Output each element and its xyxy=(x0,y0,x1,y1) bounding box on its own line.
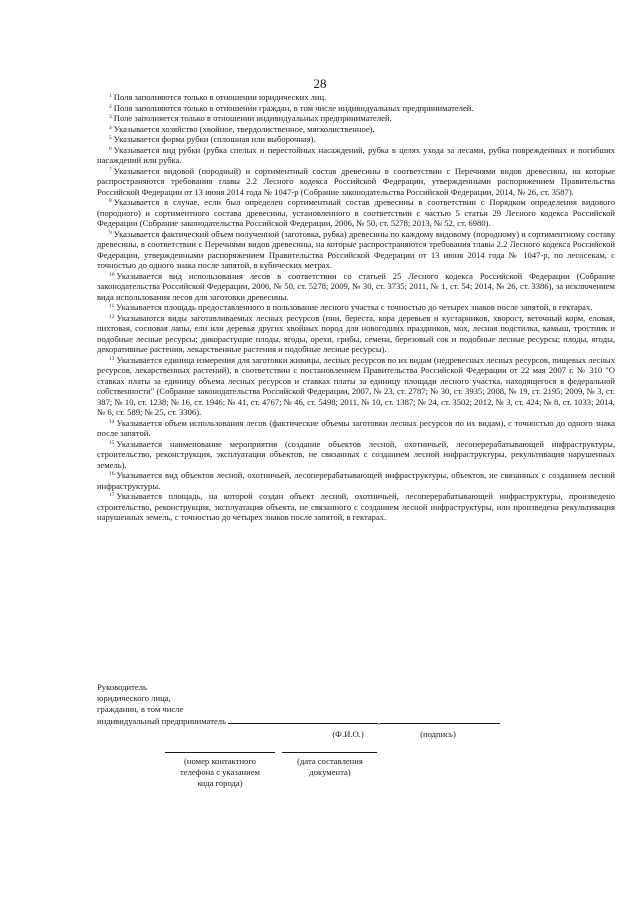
footnote-number: 15 xyxy=(109,439,115,446)
footnote-number: 8 xyxy=(109,198,112,204)
footnote-8 xyxy=(97,197,615,229)
footnote-text: Указывается объем использования лесов (фактические объемы заготовки лесных ресурсов по их видам), с точностью до одного знака после запятой. xyxy=(97,417,615,438)
footnote-text: Указывается наименование мероприятия (создание объектов лесной, охотничьей, лесоперерабатывающей инфраструктуры, строительство, реконструкция, эксплуатация объектов, не связанных с созданием лесной инфраструктуры, рекультивация нарушенных земель). xyxy=(97,438,615,470)
footnote-number: 16 xyxy=(109,471,115,477)
footnote-text: Указывается форма рубки (сплошная или выборочная). xyxy=(113,134,316,144)
footnote-5 xyxy=(97,134,615,145)
footnote-text: Поле заполняется только в отношении индивидуальных предпринимателей. xyxy=(113,113,392,123)
footnote-11 xyxy=(97,302,615,313)
footnote-text: Указывается фактический объем полученной (заготовка, рубка) древесины по каждому видовому (породному) и сортиментному составу древесины, в соответствии с Перечнями видов древесины, на которые распространяются требования главы 2.2 Лесного кодекса Российской Федерации, утвержденными распоряжением Правительства Российской Федерации от 13 июня 2014 года № 1047-р, по лесосекам, с точностью до одного знака после запятой, в кубических метрах. xyxy=(97,228,615,270)
footnote-text: Указывается вид объектов лесной, охотничьей, лесоперерабатывающей инфраструктуры, объектов, не связанных с созданием лесной инфраструктуры. xyxy=(97,470,615,491)
signature-field[interactable] xyxy=(380,715,500,724)
date-field[interactable] xyxy=(282,752,377,753)
footnote-7 xyxy=(97,166,615,198)
footnote-number: 6 xyxy=(109,145,112,152)
date-caption xyxy=(280,756,380,778)
footnote-number: 14 xyxy=(109,418,115,425)
signer-line-2: юридического лица, xyxy=(97,693,171,703)
phone-caption-1: (номер контактного xyxy=(184,756,256,766)
phone-caption-3: кода города) xyxy=(197,778,243,788)
phone-field[interactable] xyxy=(165,752,275,753)
footnote-4 xyxy=(97,124,615,135)
footnote-number: 13 xyxy=(109,355,115,362)
footnote-text: Указывается в случае, если был определен сортиментный состав древесины в соответствии с Порядком определения видового (породного) и сортиментного состава древесины, установленного в соответствии с частью 5 статьи 29 Лесного кодекса Российской Федерации (Собрание законодательства Российской Федерации, 2006, № 50, ст. 5278; 2013, № 52, ст. 6980). xyxy=(97,197,615,228)
footnote-2 xyxy=(97,103,615,114)
footnote-text: Указываются виды заготавливаемых лесных ресурсов (пни, береста, кора деревьев и кустарников, хворост, веточный корм, еловая, пихтовая, сосновая лапы, ели или деревья других хвойных пород для новогодних праздников, мох, лесная подстилка, камыш, тростник и подобные лесные ресурсы; дикорастущие плоды, ягоды, орехи, грибы, семена, березовый сок и подобные лесные ресурсы; плоды, ягоды, декоративные растения, лекарственные растения и подобные лесные ресурсы). xyxy=(97,312,615,354)
footnote-text: Указывается площадь предоставленного в пользование лесного участка с точностью до четырех знаков после запятой, в гектарах. xyxy=(116,302,593,312)
footnote-number: 5 xyxy=(109,135,112,141)
footnote-number: 7 xyxy=(109,166,112,173)
footnote-10 xyxy=(97,271,615,303)
date-caption-2: документа) xyxy=(309,767,351,777)
footnote-9 xyxy=(97,229,615,271)
signer-line-1: Руководитель xyxy=(97,682,147,692)
footnote-number: 9 xyxy=(109,229,112,236)
footnotes xyxy=(97,92,615,523)
footnote-3 xyxy=(97,113,615,124)
footnote-13 xyxy=(97,355,615,418)
footnote-text: Указывается вид рубки (рубка спелых и перестойных насаждений, рубка в целях ухода за лесами, рубка поврежденных и погибших насаждений или рубка. xyxy=(97,144,615,165)
footnote-text: Поля заполняются только в отношении юридических лиц. xyxy=(113,92,327,102)
footnote-number: 12 xyxy=(109,313,115,320)
signer-line-4: индивидуальный предприниматель , xyxy=(97,715,517,727)
signature-caption: (подпись) xyxy=(420,729,456,739)
footnote-text: Указывается единица измерения для заготовки живицы, лесных ресурсов по их видам (недревесных лесных ресурсов, пищевых лесных ресурсов, лекарственных растений), в соответствии с постановлением Правительства Российской Федерации от 22 мая 2007 г. № 310 "О ставках платы за единицу объема лесных ресурсов и ставках платы за единицу площади лесного участка, находящегося в федеральной собственности" (Собрание законодательства Российской Федерации, 2007, № 23, ст. 2787; № 30, ст. 3935; 2008, № 19, ст. 2195; 2009, № 3, ст. 387; № 10, ст. 1238; № 16, ст. 1946; № 41, ст. 4767; № 46, ст. 5498; 2011, № 10, ст. 1387; № 24, ст. 3502; 2012, № 3, ст. 424; № 8, ст. 1033; 2014, № 6, ст. 589; № 25, ст. 3306). xyxy=(97,354,615,417)
footnote-14 xyxy=(97,418,615,439)
fio-field[interactable] xyxy=(228,715,378,724)
footnote-number: 11 xyxy=(109,303,115,309)
footnote-12 xyxy=(97,313,615,355)
footnote-number: 17 xyxy=(109,492,115,498)
footnote-number: 4 xyxy=(109,124,112,131)
footnote-text: Поля заполняются только в отношении граждан, в том числе индивидуальных предпринимателей. xyxy=(113,102,474,113)
fio-caption: (Ф.И.О.) xyxy=(332,729,364,739)
footnote-number: 3 xyxy=(109,114,112,120)
footnote-17 xyxy=(97,491,615,523)
footnote-number: 10 xyxy=(109,271,115,278)
phone-caption xyxy=(160,756,280,789)
footnote-number: 2 xyxy=(109,103,112,110)
phone-caption-2: телефона с указанием xyxy=(180,767,260,777)
signature-block xyxy=(97,682,517,727)
footnote-number: 1 xyxy=(109,93,112,99)
signer-line-4-text: индивидуальный предприниматель xyxy=(97,716,227,726)
footnote-15 xyxy=(97,439,615,471)
footnote-6 xyxy=(97,145,615,166)
date-caption-1: (дата составления xyxy=(297,756,363,766)
footnote-text: Указывается хозяйство (хвойное, твердолиственное, мягколиственное). xyxy=(113,123,375,134)
footnote-16 xyxy=(97,470,615,491)
footnote-text: Указывается площадь, на которой создан объект лесной, охотничьей, лесоперерабатывающей инфраструктуры, произведено строительство, реконструкция, эксплуатация объекта, не связанного с созданием лесной инфраструктуры, или произведена рекультивация нарушенных земель, с точностью до четырех знаков после запятой, в гектарах. xyxy=(97,491,615,522)
page-number: 28 xyxy=(313,76,327,91)
footnote-1 xyxy=(97,92,615,103)
footnote-text: Указывается вид использования лесов в соответствии со статьей 25 Лесного кодекса Российской Федерации (Собрание законодательства Российской Федерации, 2006, № 50, ст. 5278; 2009, № 30, ст. 3735; 2011, № 1, ст. 54; 2014, № 26, ст. 3386), за исключением вида использования лесов для заготовки древесины. xyxy=(97,270,615,302)
signer-line-3: гражданин, в том числе xyxy=(97,704,184,714)
footnote-text: Указывается видовой (породный) и сортиментный состав древесины в соответствии с Перечнями видов древесины, на которые распространяются требования главы 2.2 Лесного кодекса Российской Федерации, утвержденными распоряжением Правительства Российской Федерации от 13 июня 2014 года № 1047-р (Собрание законодательства Российской Федерации, 2014, № 26, ст. 3587). xyxy=(97,165,615,197)
